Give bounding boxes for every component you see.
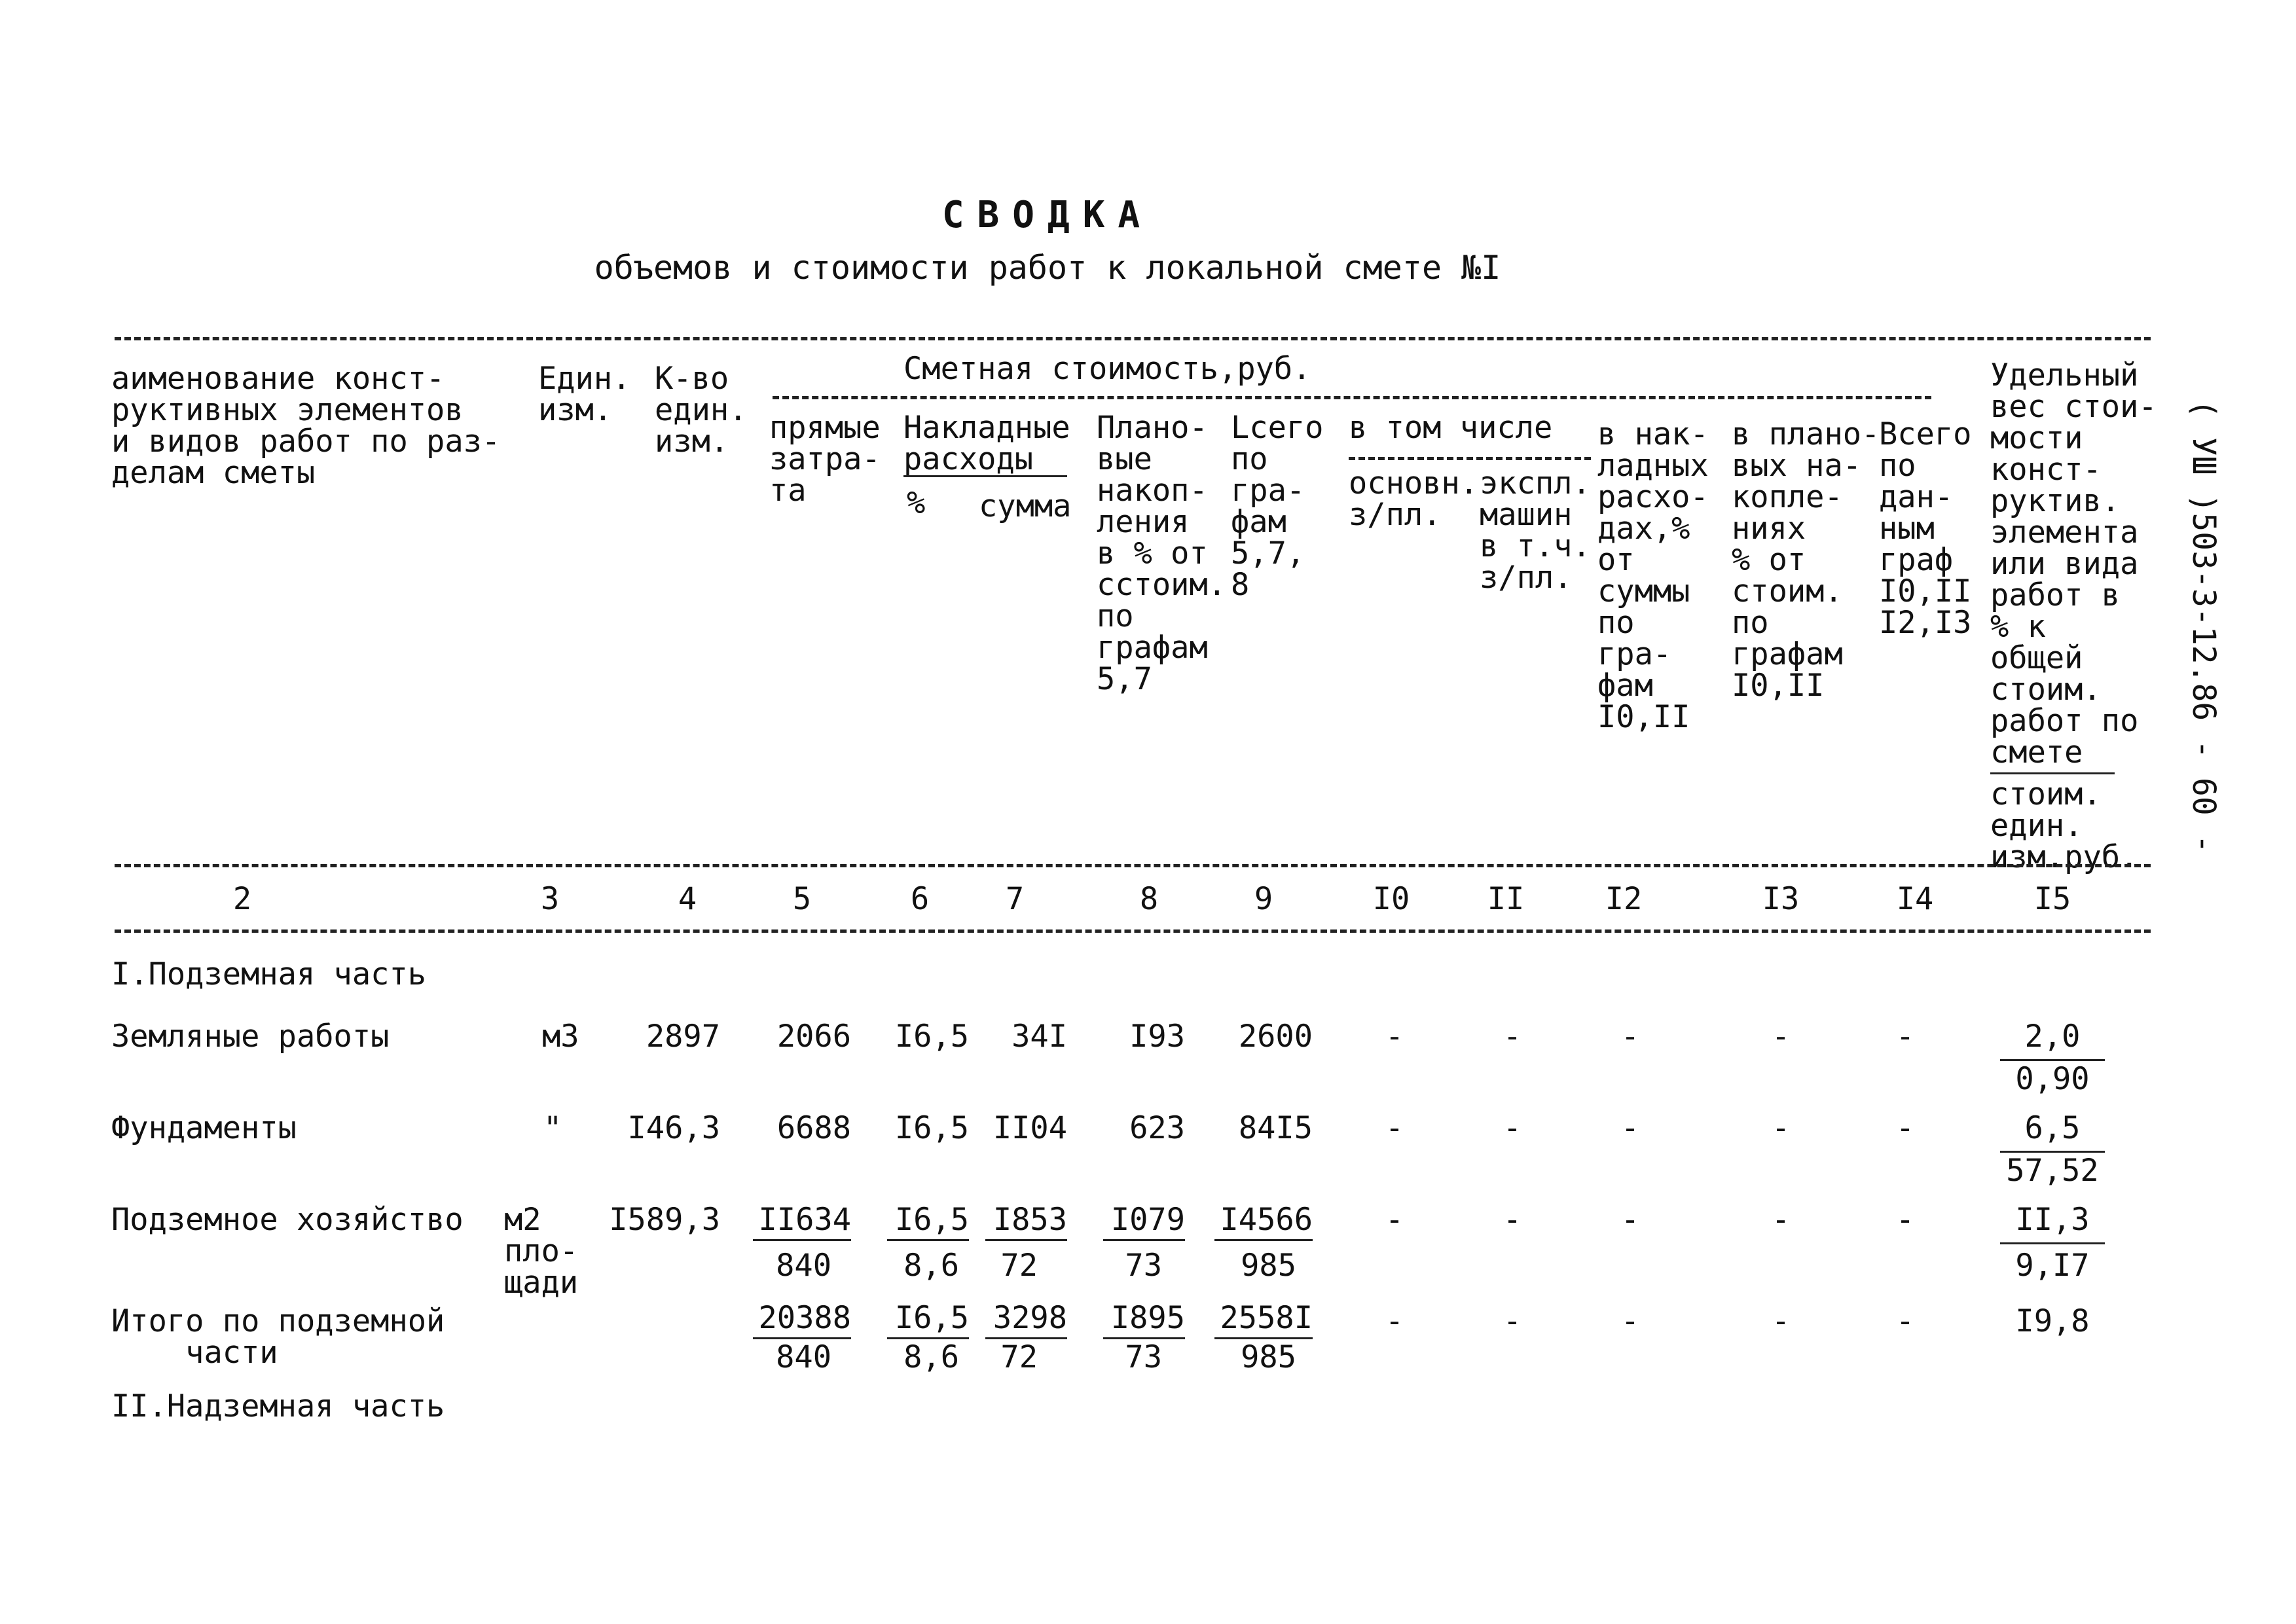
row-unit: " [543,1110,562,1146]
row-c14: - [1895,1202,1915,1238]
header-group-overhead: Накладные расходы [903,410,1070,477]
column-numbers-rule [115,929,2151,933]
header-col6-percent: % [907,485,926,521]
document-subtitle: объемов и стоимости работ к локальной смете №I [594,249,1501,287]
header-col12-overhead-share: в нак- ладных расхо- дах,% от суммы по гра- фам I0,II [1597,416,1709,735]
col-number: 8 [1139,881,1159,917]
row-direct: 6688 [776,1110,851,1146]
row-overhead-sum: 34I [1011,1019,1067,1055]
row-share-bottom: 9,I7 [2015,1248,2090,1284]
col-number: 4 [678,881,697,917]
row-overhead-sum-bottom: 72 [1000,1339,1038,1375]
row-name: Земляные работы [111,1019,390,1055]
row-planned-accum-bottom: 73 [1125,1339,1162,1375]
header-col15-bottom: стоим. един. изм.руб. [1990,776,2139,875]
row-c10: - [1385,1303,1404,1339]
header-group-including: в том числе [1349,410,1553,446]
row-qty: I46,3 [627,1110,720,1146]
row-overhead-pct-top: I6,5 [894,1300,969,1336]
row-overhead-sum: II04 [993,1110,1067,1146]
header-col13-accum-share: в плано- вых на- копле- ниях % от стоим. по графам I0,II [1732,416,1880,704]
row-overhead-pct-bottom: 8,6 [903,1339,959,1375]
row-planned-accum-top: I895 [1110,1300,1185,1336]
document-title: СВОДКА [941,194,1154,236]
row-overhead-sum-top: 3298 [993,1300,1067,1336]
header-cost-group-rule [773,396,1931,399]
section-title: II.Надземная часть [111,1388,445,1424]
row-total: 2600 [1238,1019,1313,1055]
header-col15-divider [1990,772,2115,774]
row-total-divider [1214,1239,1313,1241]
header-col8-planned-accum: Плано- вые накоп- ления в % от сстоим. по графам 5,7 [1097,410,1227,697]
col-number: 2 [232,881,252,917]
row-direct-divider [753,1239,851,1241]
header-group-estimated-cost: Сметная стоимость,руб. [903,351,1311,387]
row-c10: - [1385,1019,1404,1055]
col-number: 5 [792,881,812,917]
row-c13: - [1771,1202,1791,1238]
row-planned-accum-divider [1103,1239,1185,1241]
row-name: Итого по подземной части [111,1303,445,1371]
row-total: 84I5 [1238,1110,1313,1146]
col-number: II [1487,881,1525,917]
row-c12: - [1620,1303,1640,1339]
row-direct-top: 20388 [758,1300,851,1336]
row-planned-accum: I93 [1129,1019,1185,1055]
header-col3-unit: Един. изм. [538,361,631,428]
row-qty: I589,3 [609,1202,720,1238]
row-direct-top: II634 [758,1202,851,1238]
header-col2-name: аименование конст- руктивных элементов и видов работ по раз- делам сметы [111,361,501,491]
col-number: I4 [1896,881,1934,917]
row-c12: - [1620,1019,1640,1055]
col-number: I2 [1605,881,1643,917]
row-c11: - [1503,1019,1522,1055]
row-overhead-pct: I6,5 [894,1110,969,1146]
row-planned-accum-top: I079 [1110,1202,1185,1238]
row-c14: - [1895,1019,1915,1055]
row-unit: м2 пло- щади [504,1202,579,1301]
row-c11: - [1503,1202,1522,1238]
col-number: I5 [2033,881,2071,917]
header-col9-total: Lсего по гра- фам 5,7, 8 [1231,410,1324,603]
row-c13: - [1771,1110,1791,1146]
header-col15-top: Удельный вес стои- мости конст- руктив. элемента или вида работ в % к общей стоим. работ по смете [1990,357,2157,770]
row-share-bottom: 0,90 [2015,1061,2090,1097]
row-share-top: 6,5 [2024,1110,2081,1146]
col-number: 6 [910,881,930,917]
row-share-top: II,3 [2015,1202,2090,1238]
row-overhead-pct-bottom: 8,6 [903,1248,959,1284]
header-bottom-rule [115,864,2151,867]
row-unit: м3 [542,1019,579,1055]
row-planned-accum-bottom: 73 [1125,1248,1162,1284]
row-name: Подземное хозяйство [111,1202,464,1238]
row-direct: 2066 [776,1019,851,1055]
row-share-top: 2,0 [2024,1019,2081,1055]
table-top-rule [115,337,2151,340]
row-overhead-sum-top: I853 [993,1202,1067,1238]
row-total-bottom: 985 [1241,1339,1296,1375]
row-c13: - [1771,1303,1791,1339]
header-including-rule [1349,457,1591,460]
row-c10: - [1385,1110,1404,1146]
header-col10-base-wage: основн. з/пл. [1349,465,1479,533]
row-c12: - [1620,1202,1640,1238]
side-stamp-label: ( УШ )503-3-12.86 - 60 - [2185,399,2222,854]
row-overhead-sum-divider [985,1239,1067,1241]
header-col4-qty: К-во един. изм. [655,361,748,460]
row-share-divider [2000,1242,2105,1244]
row-c11: - [1503,1110,1522,1146]
row-overhead-pct-top: I6,5 [894,1202,969,1238]
row-overhead-pct-divider [887,1239,969,1241]
row-c14: - [1895,1110,1915,1146]
row-c14: - [1895,1303,1915,1339]
row-total-bottom: 985 [1241,1248,1296,1284]
row-c13: - [1771,1019,1791,1055]
row-share: I9,8 [2015,1303,2090,1339]
col-number: 3 [540,881,560,917]
col-number: 7 [1005,881,1025,917]
row-c11: - [1503,1303,1522,1339]
col-number: I0 [1372,881,1410,917]
row-overhead-pct: I6,5 [894,1019,969,1055]
row-overhead-sum-bottom: 72 [1000,1248,1038,1284]
header-col7-sum: сумма [979,488,1072,524]
section-title: I.Подземная часть [111,956,427,992]
row-direct-bottom: 840 [776,1339,831,1375]
row-total-top: 2558I [1220,1300,1313,1336]
row-direct-bottom: 840 [776,1248,831,1284]
row-planned-accum: 623 [1129,1110,1185,1146]
row-c12: - [1620,1110,1640,1146]
row-total-top: I4566 [1220,1202,1313,1238]
col-number: 9 [1254,881,1273,917]
row-share-bottom: 57,52 [2006,1153,2099,1189]
col-number: I3 [1762,881,1800,917]
header-col5-direct: прямые затра- та [769,410,881,509]
header-overhead-rule [903,475,1067,477]
row-name: Фундаменты [111,1110,297,1146]
header-col11-machines: экспл. машин в т.ч. з/пл. [1480,465,1591,596]
header-col14-total-share: Всего по дан- ным граф I0,II I2,I3 [1879,416,1972,641]
row-qty: 2897 [646,1019,720,1055]
row-c10: - [1385,1202,1404,1238]
